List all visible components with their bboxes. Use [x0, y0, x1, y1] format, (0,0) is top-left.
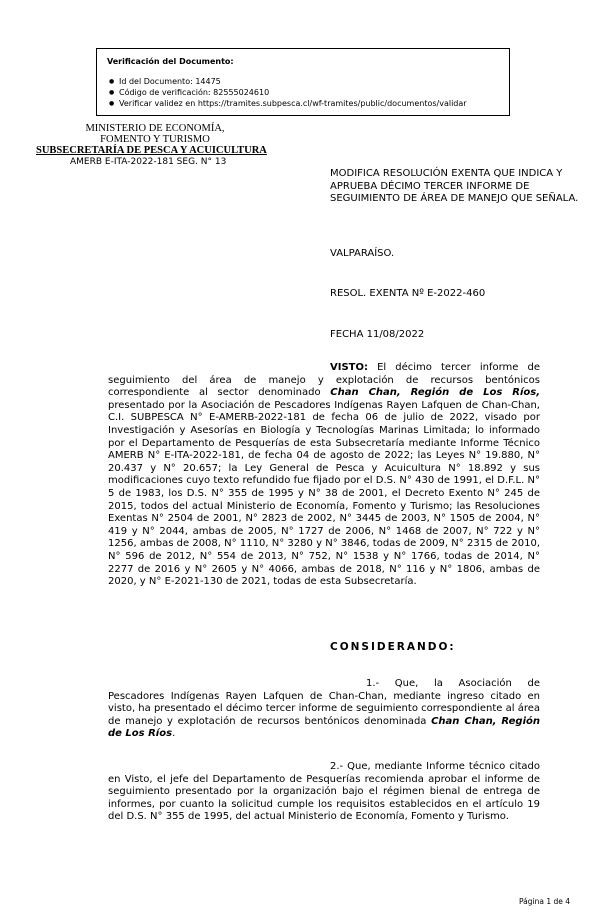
city: VALPARAÍSO. — [330, 248, 395, 259]
resolution-date: FECHA 11/08/2022 — [330, 329, 425, 340]
ministry-heading — [40, 123, 270, 145]
verification-box — [96, 48, 510, 116]
visto-paragraph — [108, 362, 540, 589]
ministry-line-2: FOMENTO Y TURISMO — [100, 134, 210, 145]
visto-text-a: El décimo tercer informe de seguimiento del área de manejo y explotación de recursos bentónicos correspondiente al sector denominado — [108, 362, 540, 399]
verification-url[interactable]: ● Verificar validez en https://tramites.subpesca.cl/wf-tramites/public/documentos/validar — [107, 98, 509, 109]
page-number: Página 1 de 4 — [518, 897, 570, 906]
considerando-1-text-a: 1.- Que, la Asociación de Pescadores Indígenas Rayen Lafquen de Chan-Chan, mediante ingreso citado en visto, ha presentado el décimo tercer informe de seguimiento correspondiente al área de manejo y explotación de recursos bentónicos denominada — [108, 678, 540, 727]
verification-list — [107, 76, 509, 109]
verification-title: Verificación del Documento: — [107, 57, 234, 66]
ministry-line-1: MINISTERIO DE ECONOMÍA, — [85, 123, 225, 134]
visto-text-b: presentado por la Asociación de Pescadores Indígenas Rayen Lafquen de Chan-Chan, C.I. SUBPESCA N° E-AMERB-2022-181 de fecha 06 de julio de 2022, visado por Investigación y Asesorías en Biología y Tecnologías Marinas Limitada; lo informado por el Departamento de Pesquerías de esta Subsecretaría mediante Informe Técnico AMERB N° E-ITA-2022-181, de fecha 04 de agosto de 2022; las Leyes N° 19.880, N° 20.437 y N° 20.657; la Ley General de Pesca y Acuicultura N° 18.892 y sus modificaciones cuyo texto refundido fue fijado por el D.S. N° 430 de 1991, el D.F.L. N° 5 de 1983, los D.S. N° 355 de 1995 y N° 38 de 2001, el Decreto Exento N° 245 de 2015, todos del actual Ministerio de Economía, Fomento y Turismo; las Resoluciones Exentas N° 2504 de 2001, N° 2823 de 2002, N° 3445 de 2003, N° 1505 de 2004, N° 419 y N° 2044, ambas de 2005, N° 1727 de 2006, N° 1468 de 2007, N° 722 y N° 1256, ambas de 2008, N° 1110, N° 3280 y N° 3846, todas de 2009, N° 2315 de 2010, N° 596 de 2012, N° 554 de 2013, N° 752, N° 1538 y N° 1766, todas de 2014, N° 2277 de 2016 y N° 2605 y N° 4066, ambas de 2018, N° 116 y N° 1806, ambas de 2020, y N° E-2021-130 de 2021, todas de esta Subsecretaría. — [108, 399, 540, 588]
verification-code: ● Código de verificación: 82555024610 — [107, 87, 509, 98]
considerando-item-1 — [108, 678, 540, 741]
verification-document-id: ● Id del Documento: 14475 — [107, 76, 509, 87]
visto-area-name: Chan Chan, Región de Los Ríos, — [330, 387, 540, 399]
visto-label: VISTO: — [330, 362, 368, 373]
resolution-subject: MODIFICA RESOLUCIÓN EXENTA QUE INDICA Y APRUEBA DÉCIMO TERCER INFORME DE SEGUIMIENTO DE ÁREA DE MANEJO QUE SEÑALA. — [330, 168, 579, 204]
considerando-item-2: 2.- Que, mediante Informe técnico citado en Visto, el jefe del Departamento de Pesquerías recomienda aprobar el informe de seguimiento presentado por la organización bajo el régimen bienal de entrega de informes, por cuanto la solicitud cumple los requisitos establecidos en el artículo 19 del D.S. N° 355 de 1995, del actual Ministerio de Economía, Fomento y Turismo. — [108, 761, 540, 823]
considerando-1-area-name: Chan Chan, Región de Los Ríos — [108, 715, 540, 740]
resolution-number: RESOL. EXENTA Nº E-2022-460 — [330, 288, 486, 299]
considerando-1-text-b: . — [172, 728, 176, 740]
subsecretaria-heading: SUBSECRETARÍA DE PESCA Y ACUICULTURA — [36, 145, 267, 156]
considerando-heading: CONSIDERANDO: — [330, 641, 456, 653]
document-reference: AMERB E-ITA-2022-181 SEG. N° 13 — [70, 157, 227, 167]
